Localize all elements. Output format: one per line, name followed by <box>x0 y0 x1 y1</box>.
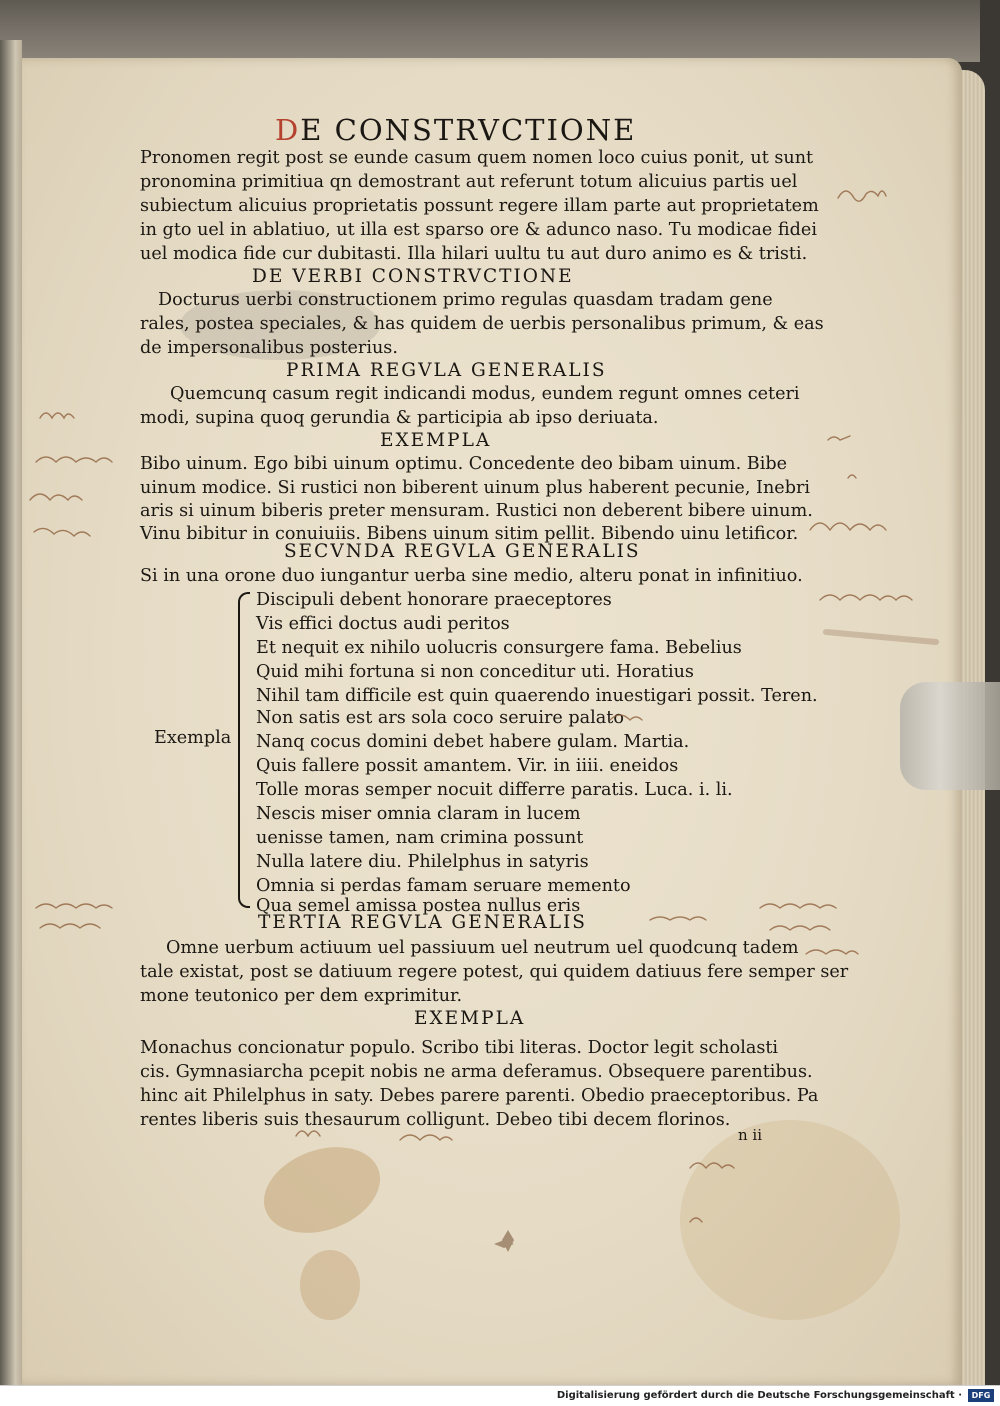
text-line: uel modica fide cur dubitasti. Illa hilari uultu tu aut duro animo es & tristi. <box>140 244 808 264</box>
text-line: cis. Gymnasiarcha pcepit nobis ne arma deferamus. Obsequere parentibus. <box>140 1062 813 1082</box>
example-line: Omnia si perdas famam seruare memento <box>256 876 631 896</box>
exempla-label: Exempla <box>154 728 232 748</box>
bracket-brace <box>238 592 250 908</box>
scanner-clip <box>900 682 1000 790</box>
dfg-logo: DFG <box>968 1389 994 1402</box>
page-title-rest: E CONSTRVCTIONE <box>300 113 637 147</box>
example-line: Nihil tam difficile est quin quaerendo inuestigari possit. Teren. <box>256 686 818 706</box>
text-line: Docturus uerbi constructionem primo regulas quasdam tradam gene <box>158 290 773 310</box>
text-line: Monachus concionatur populo. Scribo tibi literas. Doctor legit scholasti <box>140 1038 779 1058</box>
section-heading: PRIMA REGVLA GENERALIS <box>286 360 607 381</box>
text-line: rales, postea speciales, & has quidem de uerbis personalibus primum, & eas <box>140 314 824 334</box>
section-heading: TERTIA REGVLA GENERALIS <box>258 912 587 933</box>
signature-mark: n ii <box>738 1126 763 1144</box>
text-line: Vinu bibitur in conuiuiis. Bibens uinum sitim pellit. Bibendo uinu letificor. <box>140 524 799 544</box>
text-line: tale existat, post se datiuum regere potest, qui quidem datiuus fere semper ser <box>140 962 849 982</box>
example-line: Qua semel amissa postea nullus eris <box>256 896 581 916</box>
example-line: uenisse tamen, nam crimina possunt <box>256 828 584 848</box>
example-line: Et nequit ex nihilo uolucris consurgere fama. Bebelius <box>256 638 742 658</box>
stain <box>680 1120 900 1320</box>
text-line: Quemcunq casum regit indicandi modus, eundem regunt omnes ceteri <box>170 384 800 404</box>
example-line: Nulla latere diu. Philelphus in satyris <box>256 852 589 872</box>
text-line: mone teutonico per dem exprimitur. <box>140 986 463 1006</box>
text-line: rentes liberis suis thesaurum colligunt. Debeo tibi decem florinos. <box>140 1110 731 1130</box>
section-heading: SECVNDA REGVLA GENERALIS <box>284 541 641 562</box>
example-line: Nanq cocus domini debet habere gulam. Martia. <box>256 732 690 752</box>
section-heading: EXEMPLA <box>414 1008 526 1029</box>
text-line: Bibo uinum. Ego bibi uinum optimu. Concedente deo bibam uinum. Bibe <box>140 454 788 474</box>
text-line: Pronomen regit post se eunde casum quem nomen loco cuius ponit, ut sunt <box>140 148 814 168</box>
example-line: Quid mihi fortuna si non conceditur uti. Horatius <box>256 662 694 682</box>
text-line: Omne uerbum actiuum uel passiuum uel neutrum uel quodcunq tadem <box>166 938 799 958</box>
example-line: Non satis est ars sola coco seruire palato <box>256 708 624 728</box>
section-heading: DE VERBI CONSTRVCTIONE <box>252 266 574 287</box>
section-heading: EXEMPLA <box>380 430 492 451</box>
page-title: DE CONSTRVCTIONE <box>275 113 637 147</box>
text-line: pronomina primitiua qn demostrant aut referunt totum alicuius partis uel <box>140 172 798 192</box>
text-line: hinc ait Philelphus in saty. Debes parere parenti. Obedio praeceptoribus. Pa <box>140 1086 819 1106</box>
text-line: subiectum alicuius proprietatis possunt regere illam parte aut proprietatem <box>140 196 819 216</box>
footer-credit: Digitalisierung gefördert durch die Deutsche Forschungsgemeinschaft · <box>556 1390 962 1401</box>
footer-bar <box>0 1385 1000 1406</box>
book-gutter <box>0 40 22 1385</box>
text-line: de impersonalibus posterius. <box>140 338 398 358</box>
example-line: Tolle moras semper nocuit differre paratis. Luca. i. li. <box>256 780 733 800</box>
text-line: in gto uel in ablatiuo, ut illa est sparso ore & adunco naso. Tu modicae fidei <box>140 220 817 240</box>
stain <box>300 1250 360 1320</box>
text-line: aris si uinum biberis preter mensuram. Rustici non deberent bibere uinum. <box>140 501 813 521</box>
text-line: modi, supina quoq gerundia & participia ab ipso deriuata. <box>140 408 659 428</box>
text-line: Si in una orone duo iungantur uerba sine medio, alteru ponat in infinitiuo. <box>140 566 803 586</box>
book-top-edge <box>0 0 980 62</box>
example-line: Discipuli debent honorare praeceptores <box>256 590 612 610</box>
example-line: Vis effici doctus audi peritos <box>256 614 510 634</box>
example-line: Nescis miser omnia claram in lucem <box>256 804 581 824</box>
example-line: Quis fallere possit amantem. Vir. in iiii. eneidos <box>256 756 679 776</box>
text-line: uinum modice. Si rustici non biberent uinum plus haberent pecunie, Inebri <box>140 478 811 498</box>
